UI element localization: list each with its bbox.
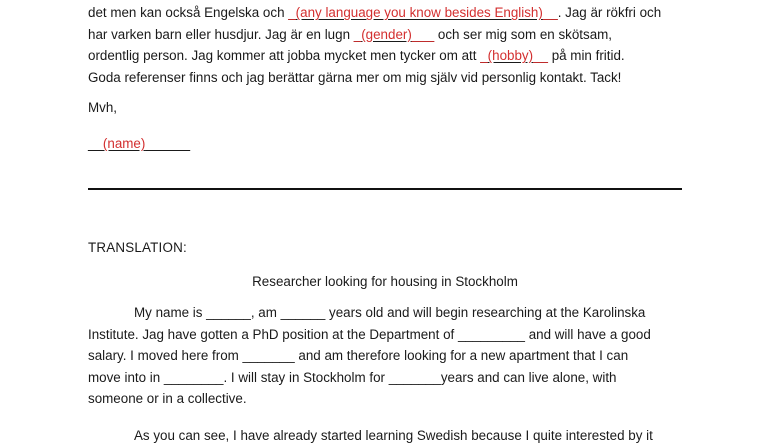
signature-underscore-post: ______ (145, 136, 191, 151)
translation-paragraph (88, 302, 688, 410)
translation-line-1: My name is ______, am ______ years old and will begin researching at the Karolinska (134, 305, 646, 320)
swedish-line-3-end: på min fritid. (547, 48, 625, 63)
swedish-line-2-end: och ser mig som en skötsam, (434, 26, 613, 42)
swedish-line-1-end: . Jag är rökfri och (557, 5, 662, 20)
language-blank: _(any language you know besides English)__ (288, 5, 558, 20)
hobby-blank: _(hobby)__ (480, 48, 548, 63)
section-divider (88, 188, 682, 190)
translation-title: Researcher looking for housing in Stockholm (252, 274, 518, 289)
swedish-line-3 (88, 45, 688, 67)
translation-line-2: Institute. Jag have gotten a PhD position at the Department of _________ and will have a good (88, 326, 651, 342)
translation-line-5: someone or in a collective. (88, 391, 247, 406)
swedish-line-2-text: har varken barn eller husdjur. Jag är en lugn (88, 26, 354, 42)
swedish-line-1-text: det men kan också Engelska och (88, 5, 289, 20)
swedish-line-1 (88, 2, 688, 24)
gender-blank: _(gender)___ (353, 26, 435, 42)
translation-cutoff-line: As you can see, I have already started learning Swedish because I quite interested by it (134, 428, 653, 443)
swedish-line-2 (88, 24, 688, 46)
translation-line-3: salary. I moved here from _______ and am therefore looking for a new apartment that I can (88, 348, 629, 363)
translation-heading: TRANSLATION: (88, 240, 187, 255)
signature-underscore-pre: __ (88, 136, 103, 151)
swedish-letter-body (88, 2, 688, 88)
signature-line (88, 134, 190, 154)
name-blank: (name) (102, 136, 146, 151)
closing-salutation: Mvh, (88, 100, 118, 115)
swedish-line-4: Goda referenser finns och jag berättar gärna mer om mig själv vid personlig kontakt. Tack! (88, 69, 622, 85)
swedish-line-3-text: ordentlig person. Jag kommer att jobba mycket men tycker om att (88, 48, 481, 63)
translation-line-4: move into in ________. I will stay in Stockholm for _______years and can live alone, with (88, 369, 617, 385)
